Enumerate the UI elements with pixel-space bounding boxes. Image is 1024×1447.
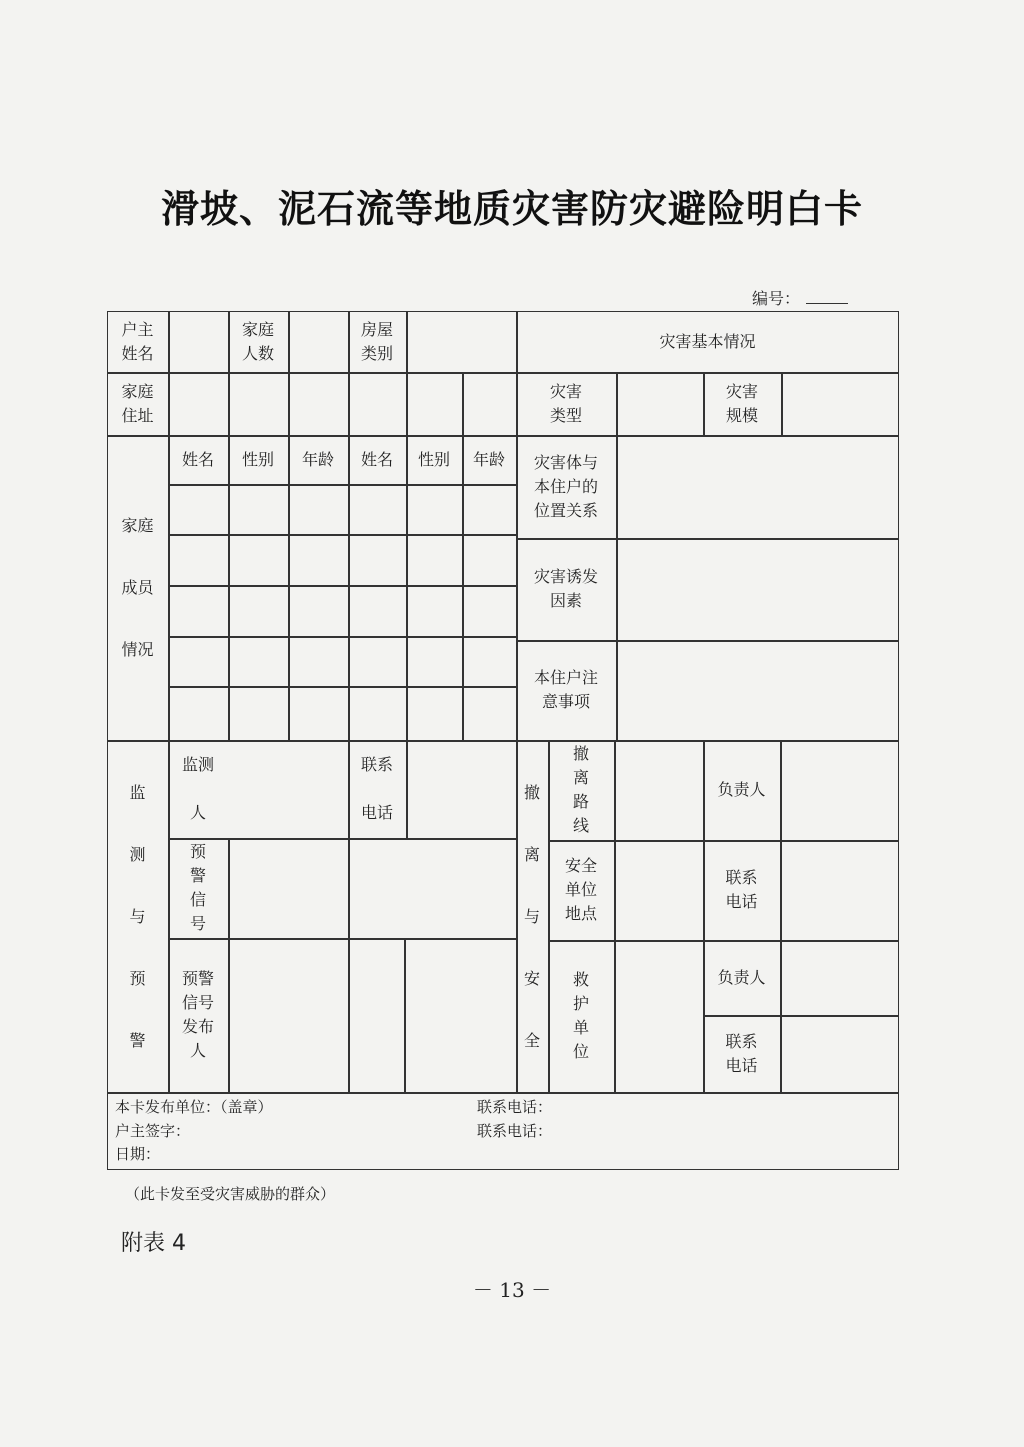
warning-signal-label: 预 警 信 号	[189, 842, 206, 933]
member-header-name: 姓名	[181, 449, 214, 469]
contact-phone-label: 联系 电话	[360, 755, 393, 822]
col-line	[404, 938, 406, 1092]
col-line	[406, 311, 408, 740]
disaster-scale-label: 灾害 规模	[725, 381, 758, 425]
member-header-age: 年龄	[472, 449, 505, 469]
family-members-section-label: 家庭 成员 情况	[121, 516, 154, 659]
row-line	[168, 585, 516, 587]
disaster-type-label: 灾害 类型	[549, 381, 582, 425]
route-responsible-label: 负责人	[717, 780, 766, 799]
owner-signature-label: 户主签字：	[115, 1122, 191, 1140]
page-number: － 13 －	[472, 1278, 552, 1302]
serial-number	[752, 286, 848, 309]
distribution-note: （此卡发至受灾害威胁的群众）	[125, 1185, 336, 1203]
owner-name-label: 户主 姓名	[121, 319, 154, 363]
signal-issuer-label: 预警 信号 发布 人	[181, 969, 214, 1060]
trigger-factors-label: 灾害诱发 因素	[533, 567, 598, 610]
route-phone-label: 联系 电话	[725, 868, 758, 911]
page-title: 滑坡、泥石流等地质灾害防灾避险明白卡	[160, 186, 863, 231]
household-notes-label: 本住户注 意事项	[533, 668, 598, 711]
serial-label: 编号：	[752, 289, 801, 308]
col-line	[780, 740, 782, 1092]
row-line	[168, 636, 516, 638]
issuer-label: 本卡发布单位：（盖章）	[115, 1098, 273, 1116]
row-line	[107, 1092, 899, 1094]
row-line	[168, 686, 516, 688]
rescue-phone-label: 联系 电话	[725, 1031, 758, 1075]
member-header-age: 年龄	[301, 449, 334, 469]
member-header-gender: 性别	[417, 449, 450, 469]
col-line	[348, 311, 350, 1092]
monitoring-warning-section-label: 监 测 与 预 警	[129, 782, 146, 1050]
house-type-label: 房屋 类别	[360, 319, 393, 363]
col-line	[288, 311, 290, 740]
safe-place-label: 安全 单位 地点	[564, 856, 597, 923]
household-size-label: 家庭 人数	[241, 319, 274, 363]
row-line	[168, 484, 516, 486]
col-line	[462, 372, 464, 740]
location-relation-label: 灾害体与 本住户的 位置关系	[533, 452, 598, 520]
member-header-name: 姓名	[360, 449, 393, 469]
disaster-basics-heading: 灾害基本情况	[659, 331, 756, 351]
rescue-responsible-label: 负责人	[717, 967, 766, 987]
col-line	[614, 740, 616, 1092]
owner-phone-label: 联系电话：	[477, 1122, 553, 1140]
row-line	[168, 534, 516, 536]
member-header-gender: 性别	[241, 449, 274, 469]
evacuation-route-label: 撤 离 路 线	[572, 744, 589, 835]
monitor-person-label: 监测 人	[181, 755, 214, 822]
col-line	[781, 372, 783, 435]
date-label: 日期：	[115, 1145, 161, 1163]
col-line	[228, 311, 230, 740]
issuer-phone-label: 联系电话：	[477, 1098, 553, 1116]
rescue-unit-label: 救 护 单 位	[572, 970, 589, 1061]
address-label: 家庭 住址	[121, 381, 154, 425]
col-line	[228, 838, 230, 1092]
serial-blank	[806, 289, 848, 304]
col-line	[406, 740, 408, 838]
appendix-label: 附表 4	[121, 1231, 186, 1256]
evacuation-safety-section-label: 撤 离 与 安 全	[523, 782, 540, 1050]
col-line	[616, 372, 618, 740]
